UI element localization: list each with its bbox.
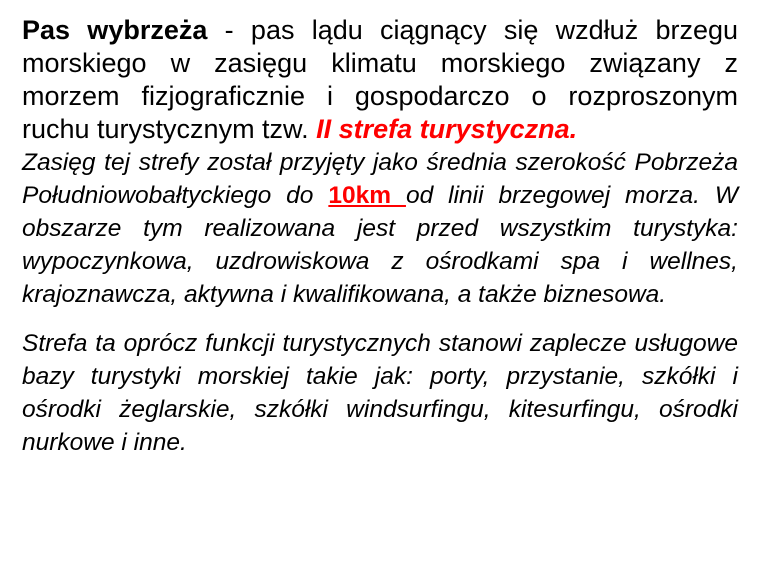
distance-highlight: 10km <box>328 182 406 209</box>
extent-text-before: Zasięg tej strefy został przyjęty jako średnia szerokość Pobrzeża Południowobałtyckiego do <box>22 149 738 209</box>
term-dash: - <box>207 15 251 45</box>
defined-term: Pas wybrzeża <box>22 15 208 45</box>
zone-name-highlight: II strefa turystyczna. <box>316 114 578 144</box>
slide-content <box>22 14 738 459</box>
definition-text: pas lądu ciągnący się wzdłuż brzegu morskiego w zasięgu klimatu morskiego związany z morzem fizjograficznie i gospodarczo o rozproszonym ruchu turystycznym tzw. <box>22 15 739 144</box>
definition-paragraph <box>22 14 738 146</box>
services-paragraph: Strefa ta oprócz funkcji turystycznych stanowi zaplecze usługowe bazy turystyki morskiej takie jak: porty, przystanie, szkółki i ośrodki żeglarskie, szkółki windsurfingu, kitesurfingu, ośrodki nurkowe i inne. <box>22 330 738 456</box>
extent-paragraph <box>22 146 738 311</box>
extent-text-after: od linii brzegowej morza. W obszarze tym realizowana jest przed wszystkim turystyka: wypoczynkowa, uzdrowiskowa z ośrodkami spa i wellnes, krajoznawcza, aktywna i kwalifikowana, a także biznesowa. <box>22 182 738 308</box>
